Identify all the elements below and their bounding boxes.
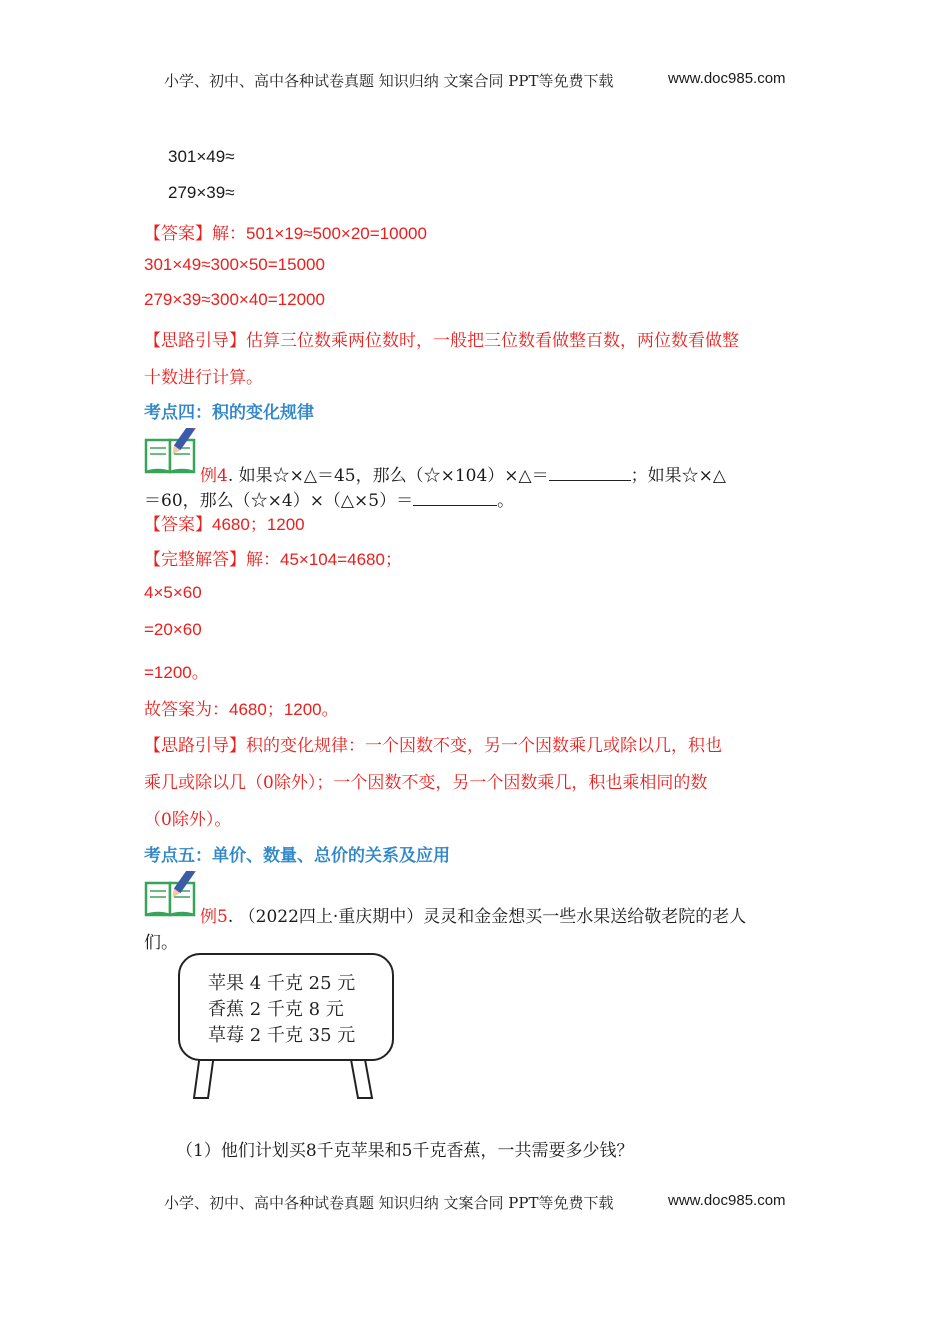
expression-line-1: 301×49≈ <box>168 147 235 166</box>
example-4-label: 例4 <box>200 466 228 486</box>
answer-tag: 【答案】 <box>144 224 212 244</box>
book-pencil-icon <box>144 428 200 476</box>
book-pencil-icon <box>144 871 200 919</box>
guide-4-block <box>144 731 722 756</box>
answer-blank-2[interactable] <box>413 490 497 506</box>
answer-4 <box>144 510 305 535</box>
guide-4-line-2: 乘几或除以几（0除外）；一个因数不变，另一个因数乘几，积也乘相同的数 <box>144 773 708 793</box>
guide-block <box>144 326 739 351</box>
example-4-text-c: ＝60，那么（☆×4）×（△×5）＝ <box>144 491 414 511</box>
full-solution-block <box>144 545 402 570</box>
answer-line-2: 301×49≈300×50=15000 <box>144 255 325 274</box>
example-4-line-1 <box>200 461 726 486</box>
price-board <box>178 953 394 1061</box>
example-5-line-1 <box>200 902 746 927</box>
guide-tag: 【思路引导】 <box>144 331 246 351</box>
full-solution-line-3: =20×60 <box>144 620 202 639</box>
expression-line-2: 279×39≈ <box>168 183 235 202</box>
answer-blank-1[interactable] <box>549 465 631 481</box>
answer-lead: 解： <box>212 224 246 244</box>
guide-4-line-3: （0除外）。 <box>144 810 232 830</box>
answer-4-text: 4680；1200 <box>212 515 305 534</box>
full-solution-line-2: 4×5×60 <box>144 583 202 602</box>
price-item-strawberry: 草莓 2 千克 35 元 <box>208 1025 356 1046</box>
example-4-line-2 <box>144 486 514 511</box>
question-1: （1）他们计划买8千克苹果和5千克香蕉，一共需要多少钱？ <box>176 1141 634 1161</box>
example-4-text-d: 。 <box>497 491 515 511</box>
example-4-text-b: ；如果☆×△ <box>630 466 726 486</box>
guide-line-2: 十数进行计算。 <box>144 368 263 388</box>
footer-url[interactable]: www.doc985.com <box>668 1192 786 1209</box>
full-solution-lead: 解： <box>246 550 280 570</box>
answer-block <box>144 219 427 244</box>
header-text: 小学、初中、高中各种试卷真题 知识归纳 文案合同 PPT等免费下载 <box>164 72 614 90</box>
header-url[interactable]: www.doc985.com <box>668 70 786 87</box>
full-solution-line-4: =1200。 <box>144 663 209 682</box>
full-solution-line-5: 故答案为：4680；1200。 <box>144 700 339 719</box>
footer-text: 小学、初中、高中各种试卷真题 知识归纳 文案合同 PPT等免费下载 <box>164 1194 614 1212</box>
price-item-banana: 香蕉 2 千克 8 元 <box>208 999 344 1020</box>
example-4-text-a: . 如果☆×△＝45，那么（☆×104）×△＝ <box>227 466 549 486</box>
section-heading-5: 考点五：单价、数量、总价的关系及应用 <box>144 846 450 866</box>
answer-4-tag: 【答案】 <box>144 515 212 535</box>
full-solution-tag: 【完整解答】 <box>144 550 246 570</box>
guide-4-tag: 【思路引导】 <box>144 736 246 756</box>
example-5-text: . （2022四上·重庆期中）灵灵和金金想买一些水果送给敬老院的老人 <box>227 907 747 927</box>
section-heading-4: 考点四：积的变化规律 <box>144 403 314 423</box>
price-item-apple: 苹果 4 千克 25 元 <box>208 973 356 994</box>
example-5-line-2: 们。 <box>144 933 178 953</box>
guide-line-1: 估算三位数乘两位数时，一般把三位数看做整百数，两位数看做整 <box>246 331 739 351</box>
answer-line-1: 501×19≈500×20=10000 <box>246 224 427 243</box>
answer-line-3: 279×39≈300×40=12000 <box>144 290 325 309</box>
example-5-label: 例5 <box>200 907 228 927</box>
guide-4-line-1: 积的变化规律：一个因数不变，另一个因数乘几或除以几，积也 <box>246 736 722 756</box>
full-solution-line-1: 45×104=4680； <box>280 550 402 569</box>
